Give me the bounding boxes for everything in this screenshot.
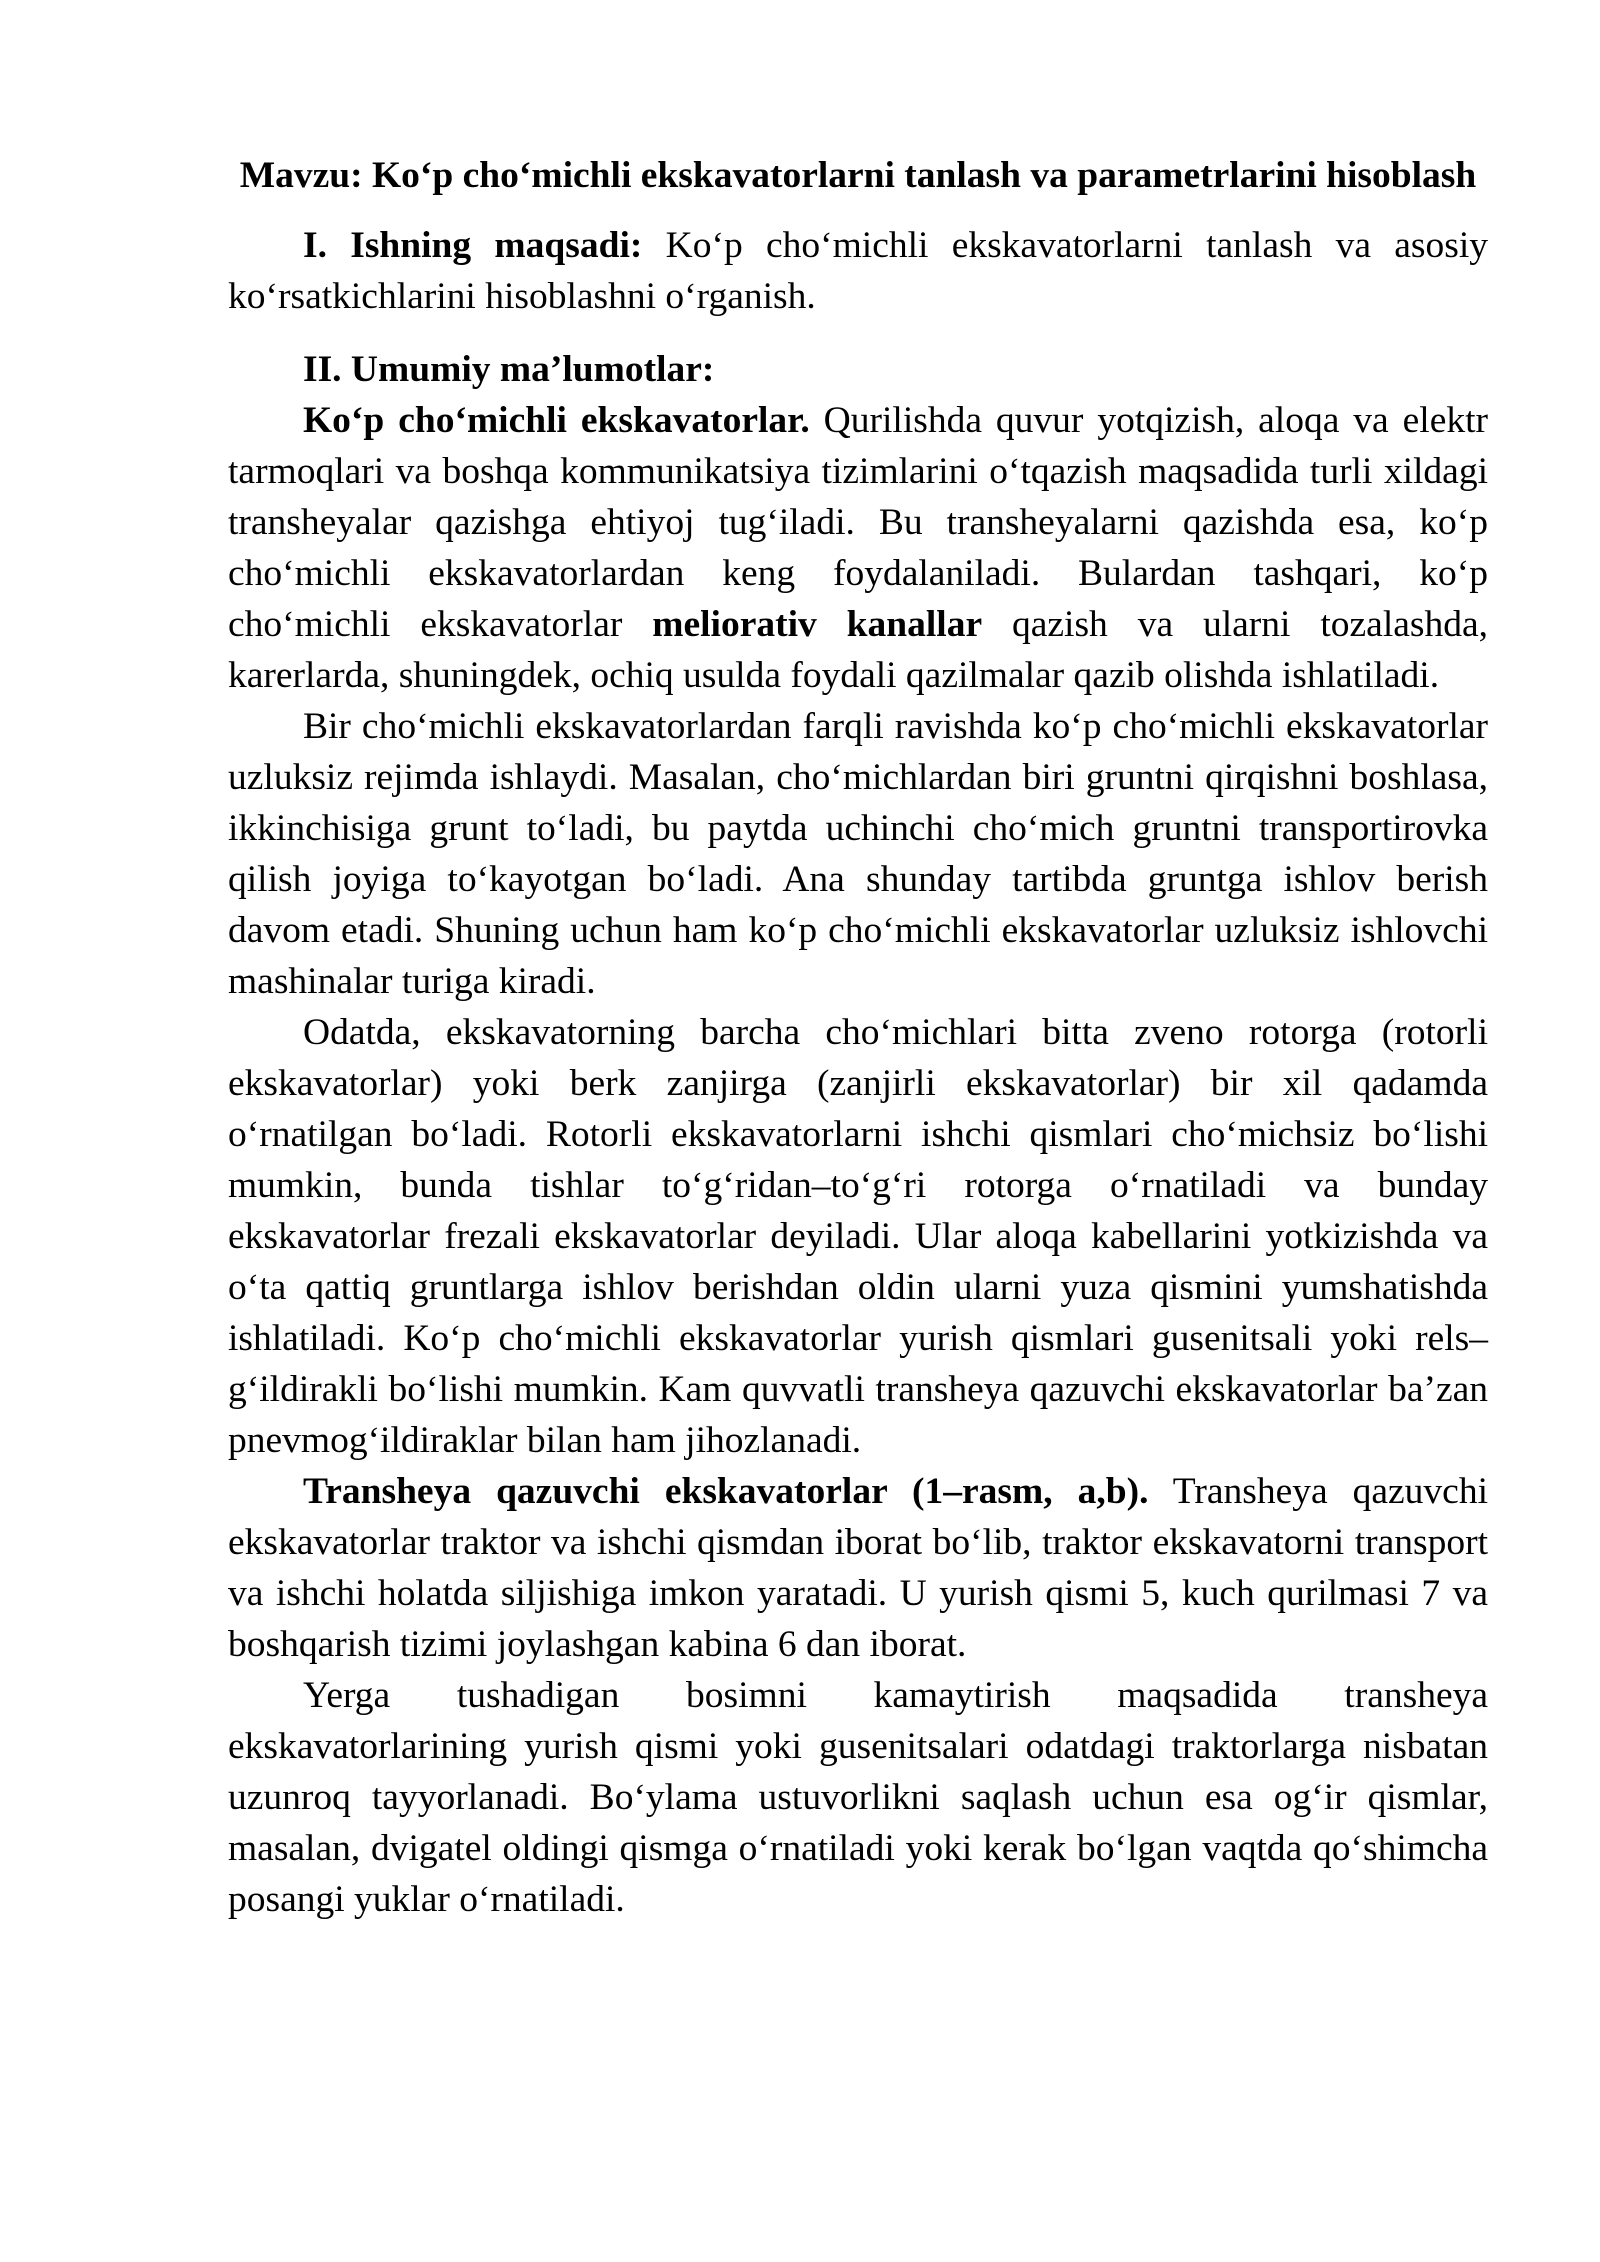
text-run: Yerga tushadigan bosimni kamaytirish maqsadida transheya ekskavatorlarining yurish qismi yoki gusenitsalari odatdagi traktorlarga nisbatan uzunroq tayyorlanadi. Bo‘ylama ustuvorlikni saqlash uchun esa og‘ir qismlar, masalan, dvigatel oldingi qismga o‘rnatiladi yoki kerak bo‘lgan vaqtda qo‘shimcha posangi yuklar o‘rnatiladi. xyxy=(228,1675,1488,1920)
text-run: Odatda, ekskavatorning barcha cho‘michlari bitta zveno rotorga (rotorli ekskavatorlar) yoki berk zanjirga (zanjirli ekskavatorlar) bir xil qadamda o‘rnatilgan bo‘ladi. Rotorli ekskavatorlarni ishchi qismlari cho‘michsiz bo‘lishi mumkin, bunda tishlar to‘g‘ridan–to‘g‘ri rotorga o‘rnatiladi va bunday ekskavatorlar frezali ekskavatorlar deyiladi. Ular aloqa kabellarini yotkizishda va o‘ta qattiq gruntlarga ishlov berishdan oldin ularni yuza qismini yumshatishda ishlatiladi. Ko‘p cho‘michli ekskavatorlar yurish qismlari gusenitsali yoki rels–g‘ildirakli bo‘lishi mumkin. Kam quvvatli transheya qazuvchi ekskavatorlar ba’zan pnevmog‘ildiraklar bilan ham jihozlanadi. xyxy=(228,1012,1488,1461)
text-run: Ko‘p cho‘michli ekskavatorlarni tanlash va asosiy ko‘rsatkichlarini hisoblashni o‘rganish. xyxy=(228,225,1488,317)
paragraph-ground-pressure xyxy=(228,1670,1488,1925)
bold-text-run: I. Ishning maqsadi: xyxy=(303,225,666,266)
text-run: Bir cho‘michli ekskavatorlardan farqli ravishda ko‘p cho‘michli ekskavatorlar uzluksiz rejimda ishlaydi. Masalan, cho‘michlardan biri gruntni qirqishni boshlasa, ikkinchisiga grunt to‘ladi, bu paytda uchinchi cho‘mich gruntni transportirovka qilish joyiga to‘kayotgan bo‘ladi. Ana shunday tartibda gruntga ishlov berish davom etadi. Shuning uchun ham ko‘p cho‘michli ekskavatorlar uzluksiz ishlovchi mashinalar turiga kiradi. xyxy=(228,706,1488,1002)
text-run: qazish va ularni tozalashda, karerlarda, shuningdek, ochiq usulda foydali qazilmalar qazib olishda ishlatiladi. xyxy=(228,604,1488,696)
paragraph-continuous-operation xyxy=(228,701,1488,1007)
paragraph-trench-excavators xyxy=(228,1466,1488,1670)
bold-text-run: Ko‘p cho‘michli ekskavatorlar. xyxy=(303,400,810,441)
paragraph-multi-bucket-intro xyxy=(228,395,1488,701)
paragraph-rotor-and-chain-types xyxy=(228,1007,1488,1466)
text-run: Qurilishda quvur yotqizish, aloqa va elektr tarmoqlari va boshqa kommunikatsiya tizimlarini o‘tqazish maqsadida turli xildagi transheyalar qazishga ehtiyoj tug‘iladi. Bu transheyalarni qazishda esa, ko‘p cho‘michli ekskavatorlardan keng foydalaniladi. Bulardan tashqari, ko‘p cho‘michli ekskavatorlar xyxy=(228,400,1489,645)
bold-text-run: Transheya qazuvchi ekskavatorlar (1–rasm, a,b). xyxy=(303,1471,1149,1512)
text-run: Transheya qazuvchi ekskavatorlar traktor va ishchi qismdan iborat bo‘lib, traktor ekskavatorni transport va ishchi holatda siljishiga imkon yaratadi. U yurish qismi 5, kuch qurilmasi 7 va boshqarish tizimi joylashgan kabina 6 dan iborat. xyxy=(228,1471,1489,1665)
heading-general-information xyxy=(228,344,1488,395)
document-title: Mavzu: Ko‘p cho‘michli ekskavatorlarni tanlash va parametrlarini hisoblash xyxy=(239,155,1477,196)
paragraph-work-aim xyxy=(228,220,1488,322)
bold-text-run: meliorativ kanallar xyxy=(652,604,983,645)
bold-text-run: II. Umumiy ma’lumotlar: xyxy=(303,349,715,390)
